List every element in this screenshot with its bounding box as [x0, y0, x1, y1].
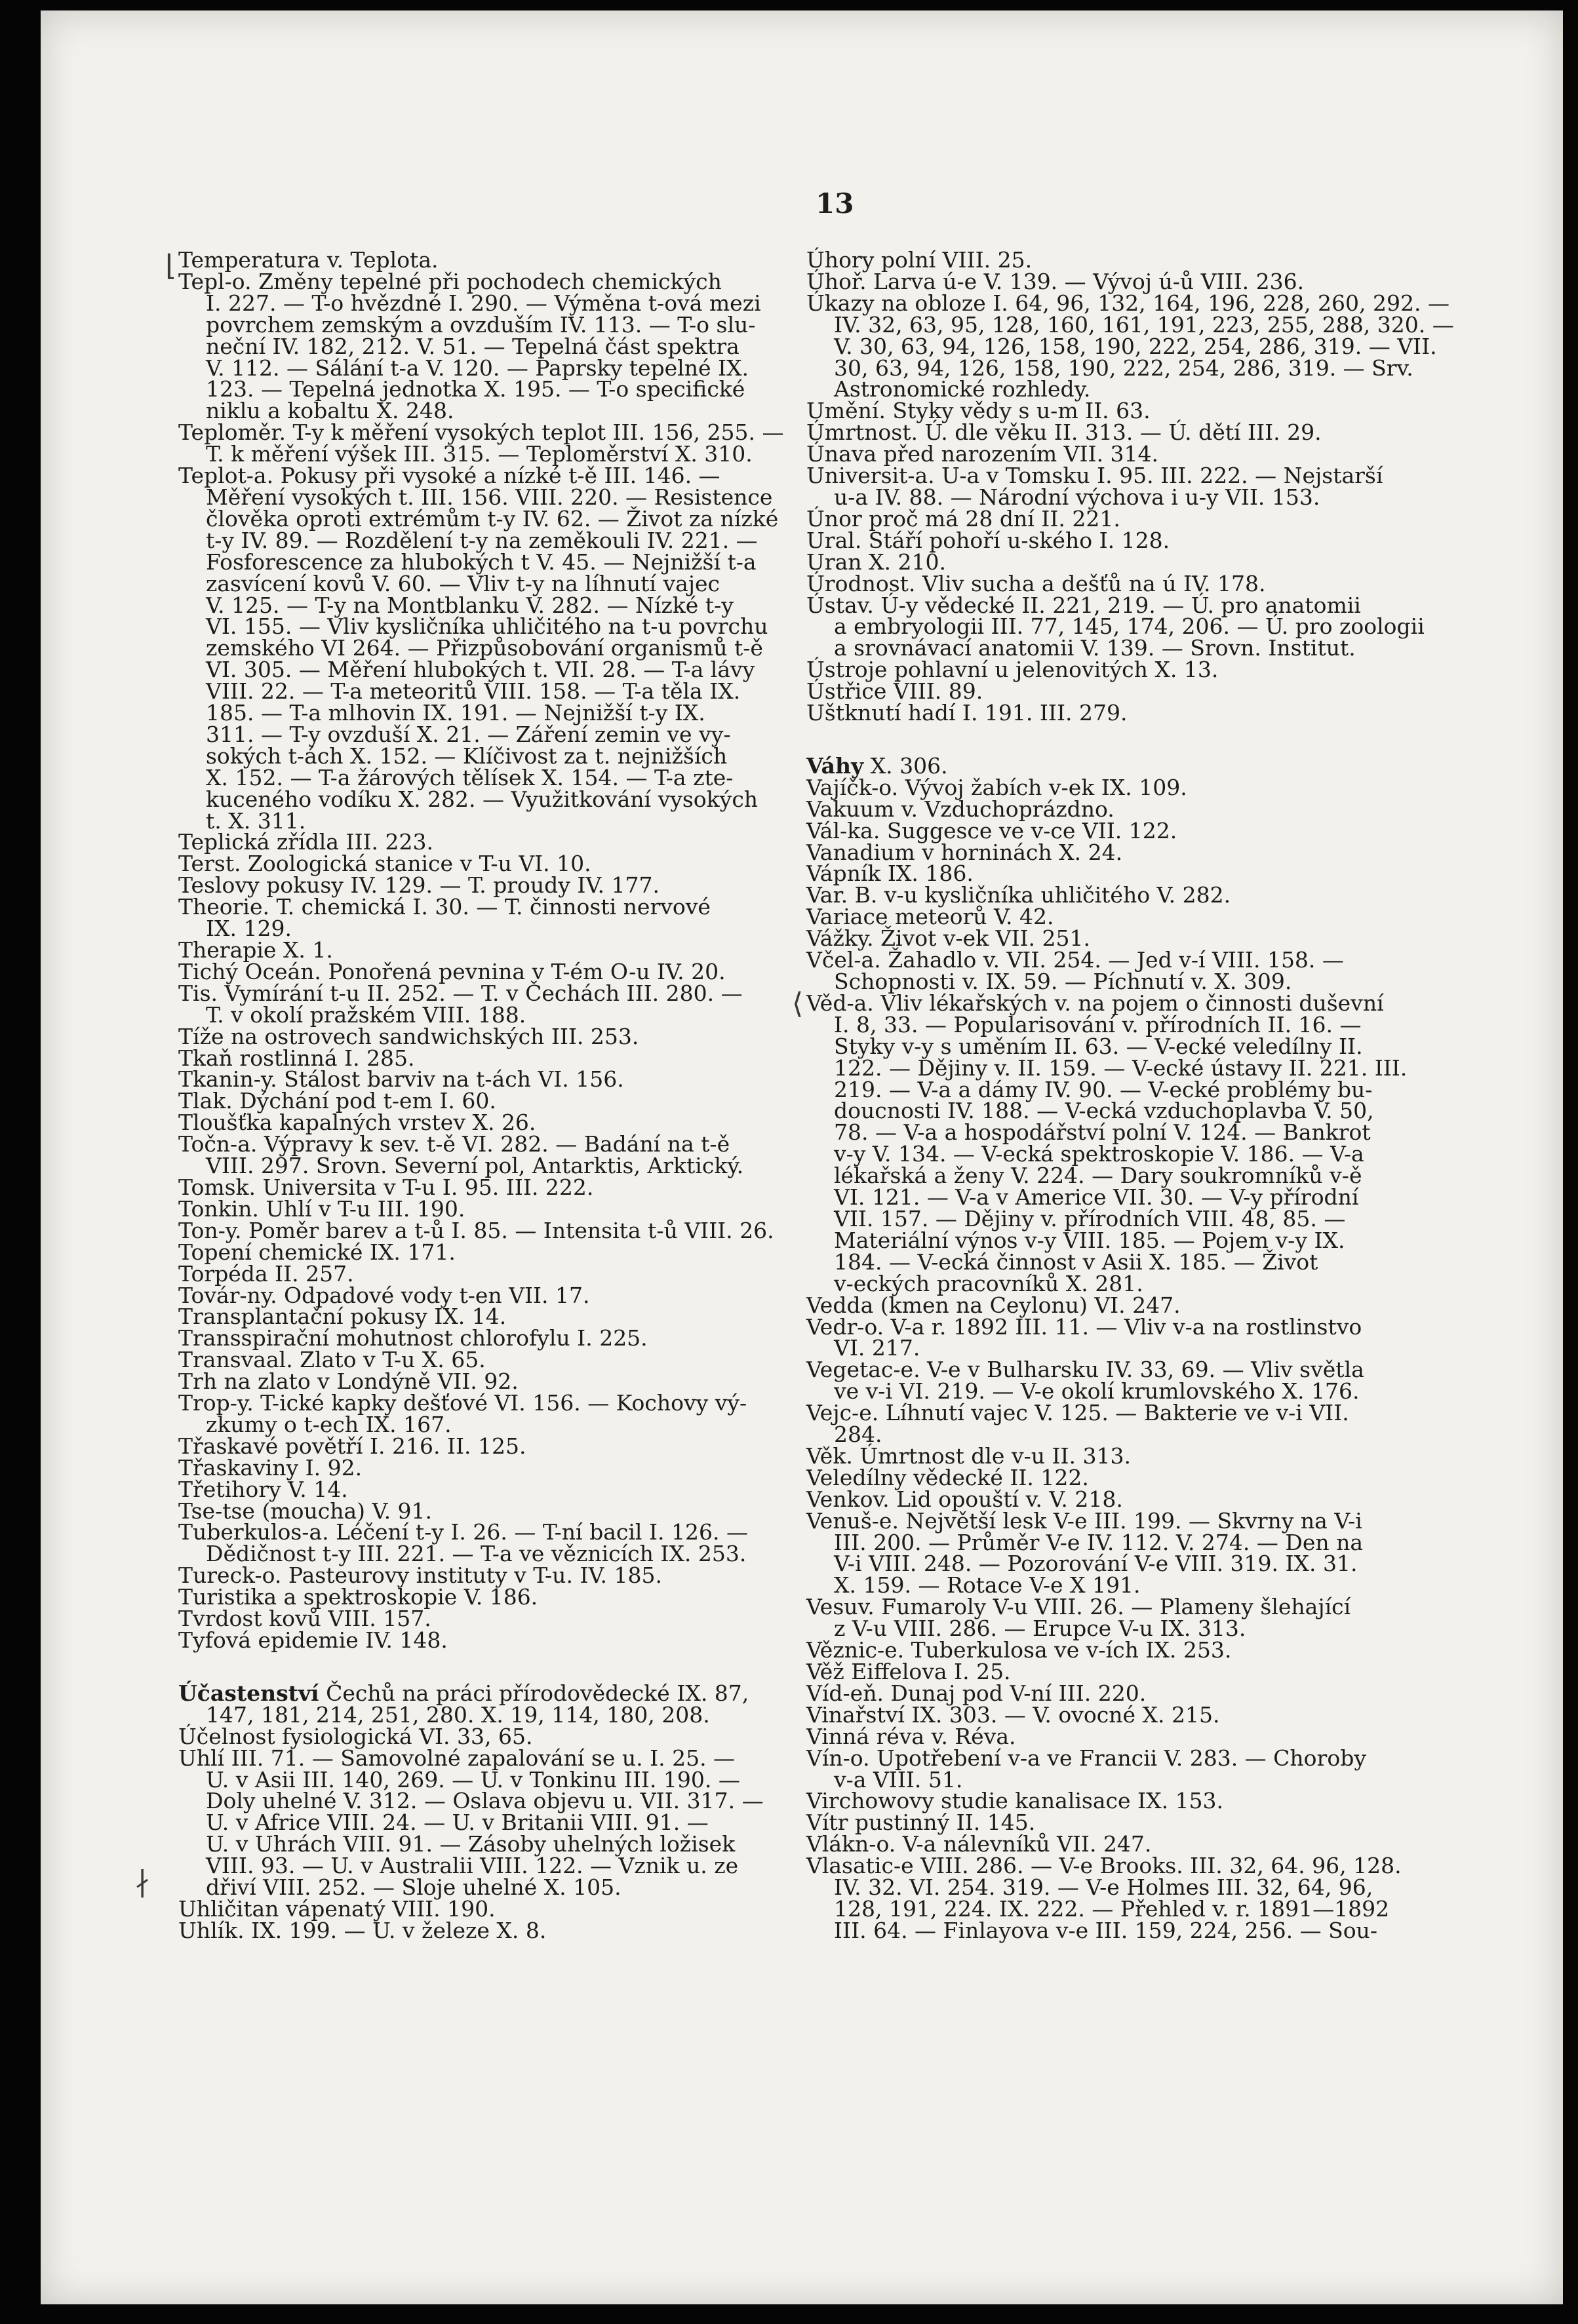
section-gap: [178, 1652, 775, 1683]
entry-text: 284.: [834, 1422, 882, 1448]
entry-text: Fosforescence za hlubokých t V. 45. — Nejnižší t-a: [206, 549, 757, 575]
entry-text: U. v Uhrách VIII. 91. — Zásoby uhelných ložisek: [206, 1831, 736, 1857]
entry-text: Transspirační mohutnost chlorofylu I. 225.: [178, 1325, 648, 1351]
entry-text: Trh na zlato v Londýně VII. 92.: [178, 1368, 519, 1395]
entry-text: t. X. 311.: [206, 807, 306, 834]
entry-text: Věk. Úmrtnost dle v-u II. 313.: [806, 1443, 1132, 1469]
pencil-mark-icon: ⌊: [165, 249, 177, 282]
entry-text: Tis. Vymírání t-u II. 252. — T. v Čechách III. 280. —: [178, 980, 743, 1006]
entry-text: Ton-y. Poměr barev a t-ů I. 85. — Intensita t-ů VIII. 26.: [178, 1217, 774, 1243]
entry-text: Vápník IX. 186.: [806, 861, 974, 887]
entry-text: Úrodnost. Vliv sucha a dešťů na ú IV. 178.: [806, 570, 1266, 596]
entry-text: Vážky. Život v-ek VII. 251.: [806, 925, 1091, 952]
entry-text: Točn-a. Výpravy k sev. t-ě VI. 282. — Badání na t-ě: [178, 1131, 730, 1157]
index-entry: [806, 700, 1429, 726]
entry-text: Teplická zřídla III. 223.: [178, 829, 433, 855]
entry-text: Tkanin-y. Stálost barviv na t-ách VI. 156.: [178, 1066, 624, 1093]
entry-text: dřiví VIII. 252. — Sloje uhelné X. 105.: [206, 1874, 621, 1901]
entry-text: IV. 32, 63, 95, 128, 160, 161, 191, 223, 255, 288, 320. —: [834, 311, 1454, 338]
entry-text: I. 227. — T-o hvězdné I. 290. — Výměna t-ová mezi: [206, 290, 761, 316]
entry-text: Torpéda II. 257.: [178, 1260, 354, 1287]
entry-text: lékařská a ženy V. 224. — Dary soukromníků v-ě: [834, 1163, 1362, 1189]
entry-text: Tloušťka kapalných vrstev X. 26.: [178, 1110, 536, 1136]
entry-text: Therapie X. 1.: [178, 937, 333, 963]
entry-text: Transplantační pokusy IX. 14.: [178, 1304, 507, 1330]
entry-text: VI. 305. — Měření hlubokých t. VII. 28. — T-a lávy: [206, 657, 755, 683]
entry-text: Vlasatic-e VIII. 286. — V-e Brooks. III. 32, 64. 96, 128.: [806, 1853, 1402, 1879]
entry-text: Terst. Zoologická stanice v T-u VI. 10.: [178, 851, 591, 877]
entry-text: Vítr pustinný II. 145.: [806, 1810, 1036, 1836]
entry-text: T. k měření výšek III. 315. — Teploměrství X. 310.: [206, 441, 753, 467]
entry-text: Topení chemické IX. 171.: [178, 1239, 456, 1265]
entry-text: X. 152. — T-a žárových tělísek X. 154. — T-a zte-: [206, 764, 734, 790]
entry-text: T. v okolí pražském VIII. 188.: [206, 1001, 526, 1028]
entry-text: Tepl-o. Změny tepelné při pochodech chemických: [178, 268, 722, 294]
entry-text: Virchowovy studie kanalisace IX. 153.: [806, 1788, 1224, 1814]
entry-text: Turistika a spektroskopie V. 186.: [178, 1584, 538, 1610]
entry-text: v-a VIII. 51.: [834, 1766, 963, 1792]
entry-text: 184. — V-ecká činnost v Asii X. 185. — Život: [834, 1249, 1318, 1275]
entry-text: Teslovy pokusy IV. 129. — T. proudy IV. 177.: [178, 872, 660, 899]
entry-text: V. 30, 63, 94, 126, 158, 190, 222, 254, 286, 319. — VII.: [834, 333, 1437, 359]
entry-text: IX. 129.: [206, 916, 292, 942]
entry-text: Tyfová epidemie IV. 148.: [178, 1627, 448, 1653]
entry-text: Úhoř. Larva ú-e V. 139. — Vývoj ú-ů VIII. 236.: [806, 268, 1305, 294]
entry-text: člověka oproti extrémům t-y IV. 62. — Život za nízké: [206, 505, 779, 532]
entry-text: Var. B. v-u kysličníka uhličitého V. 282.: [806, 882, 1231, 908]
entry-text: Tonkin. Uhlí v T-u III. 190.: [178, 1195, 465, 1222]
index-entry: [178, 1627, 775, 1653]
entry-text: a srovnávací anatomii V. 139. — Srovn. Institut.: [834, 635, 1356, 661]
entry-text: Vedda (kmen na Ceylonu) VI. 247.: [806, 1292, 1181, 1318]
entry-text: 122. — Dějiny v. II. 159. — V-ecké ústavy II. 221. III.: [834, 1055, 1408, 1081]
section-keyword: Váhy: [806, 752, 864, 779]
entry-text: Styky v-y s uměním II. 63. — V-ecké veledílny II.: [834, 1033, 1363, 1059]
entry-text: VIII. 93. — U. v Australii VIII. 122. — Vznik u. ze: [206, 1853, 739, 1879]
entry-text: zkumy o t-ech IX. 167.: [206, 1411, 452, 1437]
entry-text: 128, 191, 224. IX. 222. — Přehled v. r. 1891—1892: [834, 1895, 1390, 1922]
entry-text: Vesuv. Fumaroly V-u VIII. 26. — Plameny šlehající: [806, 1594, 1351, 1620]
entry-text: Víd-eň. Dunaj pod V-ní III. 220.: [806, 1680, 1147, 1706]
entry-text: U. v Asii III. 140, 269. — U. v Tonkinu III. 190. —: [206, 1766, 740, 1792]
entry-text: u-a IV. 88. — Národní výchova i u-y VII. 153.: [834, 484, 1320, 510]
entry-text: zasvícení kovů V. 60. — Vliv t-y na líhnutí vajec: [206, 570, 720, 596]
entry-text: Tureck-o. Pasteurovy instituty v T-u. IV. 185.: [178, 1562, 662, 1589]
entry-text: ve v-i VI. 219. — V-e okolí krumlovského X. 176.: [834, 1378, 1360, 1404]
entry-text: Třaskaviny I. 92.: [178, 1454, 363, 1481]
entry-text: Uhlí III. 71. — Samovolné zapalování se u. I. 25. —: [178, 1745, 736, 1771]
entry-text: Vegetac-e. V-e v Bulharsku IV. 33, 69. — Vliv světla: [806, 1357, 1364, 1383]
entry-text: Úkazy na obloze I. 64, 96, 132, 164, 196, 228, 260, 292. —: [806, 290, 1450, 316]
entry-text: X. 306.: [863, 752, 948, 779]
section-keyword: Účastenství: [178, 1680, 319, 1706]
entry-text: Astronomické rozhledy.: [834, 376, 1091, 402]
entry-text: VI. 217.: [834, 1335, 920, 1361]
entry-text: Ural. Stáří pohoří u-ského I. 128.: [806, 527, 1170, 553]
entry-text: Únor proč má 28 dní II. 221.: [806, 505, 1120, 532]
entry-text: Účelnost fysiologická VI. 33, 65.: [178, 1723, 533, 1749]
entry-text: v-eckých pracovníků X. 281.: [834, 1270, 1143, 1296]
section-gap: [806, 724, 1429, 756]
entry-text: Tichý Oceán. Ponořená pevnina v T-ém O-u IV. 20.: [178, 958, 726, 984]
entry-text: Třetihory V. 14.: [178, 1476, 348, 1502]
entry-text: Vanadium v horninách X. 24.: [806, 839, 1123, 865]
entry-text: kuceného vodíku X. 282. — Využitkování vysokých: [206, 786, 759, 812]
entry-text: V. 112. — Sálání t-a V. 120. — Paprsky tepelné IX.: [206, 355, 749, 381]
entry-text: Věž Eiffelova I. 25.: [806, 1659, 1011, 1684]
entry-text: Vín-o. Upotřebení v-a ve Francii V. 283. — Choroby: [806, 1745, 1366, 1771]
entry-text: 147, 181, 214, 251, 280. X. 19, 114, 180, 208.: [206, 1701, 710, 1728]
entry-text: VIII. 297. Srovn. Severní pol, Antarktis, Arktický.: [206, 1153, 744, 1179]
entry-text: V. 125. — T-y na Montblanku V. 282. — Nízké t-y: [206, 592, 734, 618]
entry-text: Ústroje pohlavní u jelenovitých X. 13.: [806, 657, 1219, 683]
entry-text: t-y IV. 89. — Rozdělení t-y na zeměkouli IV. 221. —: [206, 527, 758, 553]
entry-text: Vinařství IX. 303. — V. ovocné X. 215.: [806, 1701, 1220, 1728]
index-entry: [806, 1400, 1429, 1426]
entry-text: Tse-tse (moucha) V. 91.: [178, 1498, 433, 1524]
entry-text: Věznic-e. Tuberkulosa ve v-ích IX. 253.: [806, 1637, 1232, 1663]
entry-text: Uhličitan vápenatý VIII. 190.: [178, 1895, 496, 1922]
entry-text: niklu a kobaltu X. 248.: [206, 398, 454, 424]
entry-text: Veledílny vědecké II. 122.: [806, 1464, 1089, 1490]
entry-text: Uštknutí hadí I. 191. III. 279.: [806, 700, 1128, 726]
entry-text: Vinná réva v. Réva.: [806, 1723, 1016, 1749]
entry-text: Měření vysokých t. III. 156. VIII. 220. — Resistence: [206, 484, 773, 510]
entry-text: Temperatura v. Teplota.: [178, 247, 439, 273]
entry-text: X. 159. — Rotace V-e X 191.: [834, 1572, 1141, 1598]
entry-text: Ústav. Ú-y vědecké II. 221, 219. — Ú. pro anatomii: [806, 592, 1361, 618]
entry-text: doucnosti IV. 188. — V-ecká vzduchoplavba V. 50,: [834, 1098, 1374, 1124]
entry-text: Úhory polní VIII. 25.: [806, 247, 1033, 273]
entry-text: VI. 121. — V-a v Americe VII. 30. — V-y přírodní: [834, 1184, 1359, 1210]
entry-text: Ústřice VIII. 89.: [806, 678, 983, 705]
entry-text: z V-u VIII. 286. — Erupce V-u IX. 313.: [834, 1616, 1246, 1642]
entry-text: Tvrdost kovů VIII. 157.: [178, 1606, 431, 1632]
entry-text: U. v Africe VIII. 24. — U. v Britanii VIII. 91. —: [206, 1810, 709, 1836]
entry-text: Tlak. Dýchání pod t-em I. 60.: [178, 1088, 496, 1114]
entry-text: Universit-a. U-a v Tomsku I. 95. III. 222. — Nejstarší: [806, 463, 1383, 489]
page-number: 13: [816, 187, 854, 220]
entry-text: zemského VI 264. — Přizpůsobování organismů t-ě: [206, 635, 763, 661]
entry-text: sokých t-ách X. 152. — Klíčivost za t. nejnižších: [206, 743, 728, 769]
entry-text: VIII. 22. — T-a meteoritů VIII. 158. — T-a těla IX.: [206, 678, 741, 705]
pencil-mark-icon: ∤: [135, 1865, 149, 1899]
entry-text: Továr-ny. Odpadové vody t-en VII. 17.: [178, 1282, 590, 1308]
entry-text: Schopnosti v. IX. 59. — Píchnutí v. X. 309.: [834, 969, 1292, 994]
entry-text: Vedr-o. V-a r. 1892 III. 11. — Vliv v-a na rostlinstvo: [806, 1313, 1362, 1340]
entry-text: Včel-a. Žahadlo v. VII. 254. — Jed v-í VIII. 158. —: [806, 947, 1344, 973]
entry-text: neční IV. 182, 212. V. 51. — Tepelná část spektra: [206, 333, 740, 359]
index-column-right: [806, 247, 1454, 1943]
entry-text: Věd-a. Vliv lékařských v. na pojem o činnosti duševní: [806, 990, 1384, 1016]
entry-text: Tíže na ostrovech sandwichských III. 253.: [178, 1023, 639, 1049]
entry-text: Venkov. Lid opouští v. V. 218.: [806, 1486, 1123, 1512]
index-entry-continuation: [806, 1917, 1429, 1943]
entry-text: III. 64. — Finlayova v-e III. 159, 224, 256. — Sou-: [834, 1917, 1377, 1943]
entry-text: Vál-ka. Suggesce ve v-ce VII. 122.: [806, 817, 1177, 843]
entry-text: 311. — T-y ovzduší X. 21. — Záření zemin ve vy-: [206, 721, 731, 747]
entry-text: VII. 157. — Dějiny v. přírodních VIII. 48, 85. —: [834, 1205, 1346, 1231]
pencil-mark-icon: ⟨: [792, 987, 804, 1020]
entry-text: Transvaal. Zlato v T-u X. 65.: [178, 1347, 486, 1373]
entry-text: a embryologii III. 77, 145, 174, 206. — Ú. pro zoologii: [834, 613, 1425, 640]
entry-text: Vakuum v. Vzduchoprázdno.: [806, 796, 1114, 822]
entry-text: Doly uhelné V. 312. — Oslava objevu u. VII. 317. —: [206, 1788, 764, 1814]
entry-text: Třaskavé povětří I. 216. II. 125.: [178, 1433, 526, 1459]
entry-text: Tomsk. Universita v T-u I. 95. III. 222.: [178, 1174, 594, 1200]
entry-text: Úmrtnost. Ú. dle věku II. 313. — Ú. dětí III. 29.: [806, 419, 1322, 446]
entry-text: V-i VIII. 248. — Pozorování V-e VIII. 319. IX. 31.: [834, 1551, 1358, 1577]
entry-text: Variace meteorů V. 42.: [806, 904, 1054, 930]
entry-text: Trop-y. T-ické kapky dešťové VI. 156. — Kochovy vý-: [178, 1390, 747, 1416]
entry-text: 30, 63, 94, 126, 158, 190, 222, 254, 286, 319. — Srv.: [834, 355, 1413, 381]
entry-text: 78. — V-a a hospodářství polní V. 124. — Bankrot: [834, 1119, 1371, 1146]
entry-text: I. 8, 33. — Popularisování v. přírodních II. 16. —: [834, 1011, 1362, 1037]
entry-text: III. 200. — Průměr V-e IV. 112. V. 274. — Den na: [834, 1529, 1364, 1555]
entry-text: Vejc-e. Líhnutí vajec V. 125. — Bakterie ve v-i VII.: [806, 1400, 1349, 1426]
entry-text: 123. — Tepelná jednotka X. 195. — T-o specifické: [206, 376, 745, 402]
entry-text: VI. 155. — Vliv kysličníka uhličitého na t-u povrchu: [206, 613, 768, 640]
entry-text: 219. — V-a a dámy IV. 90. — V-ecké problémy bu-: [834, 1076, 1373, 1102]
entry-text: Teploměr. T-y k měření vysokých teplot III. 156, 255. —: [178, 419, 784, 446]
entry-text: Čechů na práci přírodovědecké IX. 87,: [319, 1680, 749, 1706]
entry-text: Venuš-e. Největší lesk V-e III. 199. — Skvrny na V-i: [806, 1507, 1362, 1534]
index-column-left: [178, 247, 784, 1943]
entry-text: v-y V. 134. — V-ecká spektroskopie V. 186. — V-a: [834, 1141, 1364, 1167]
entry-text: Tuberkulos-a. Léčení t-y I. 26. — T-ní bacil I. 126. —: [178, 1519, 748, 1545]
entry-text: Dědičnost t-y III. 221. — T-a ve věznicích IX. 253.: [206, 1541, 747, 1567]
index-entry: [178, 1917, 775, 1943]
entry-text: IV. 32. VI. 254. 319. — V-e Holmes III. 32, 64, 96,: [834, 1874, 1373, 1901]
entry-text: Tkaň rostlinná I. 285.: [178, 1045, 415, 1071]
entry-text: Umění. Styky vědy s u-m II. 63.: [806, 398, 1151, 424]
entry-text: povrchem zemským a ovzduším IV. 113. — T-o slu-: [206, 311, 756, 338]
entry-text: Theorie. T. chemická I. 30. — T. činnosti nervové: [178, 894, 711, 920]
entry-text: Uran X. 210.: [806, 549, 946, 575]
entry-text: 185. — T-a mlhovin IX. 191. — Nejnižší t-y IX.: [206, 700, 705, 726]
entry-text: Materiální výnos v-y VIII. 185. — Pojem v-y IX.: [834, 1227, 1345, 1253]
entry-text: Uhlík. IX. 199. — U. v železe X. 8.: [178, 1917, 547, 1943]
entry-text: Únava před narozením VII. 314.: [806, 441, 1159, 467]
entry-text: Vlákn-o. V-a nálevníků VII. 247.: [806, 1831, 1152, 1857]
entry-text: Vajíčk-o. Vývoj žabích v-ek IX. 109.: [806, 774, 1187, 800]
entry-text: Teplot-a. Pokusy při vysoké a nízké t-ě III. 146. —: [178, 463, 720, 489]
